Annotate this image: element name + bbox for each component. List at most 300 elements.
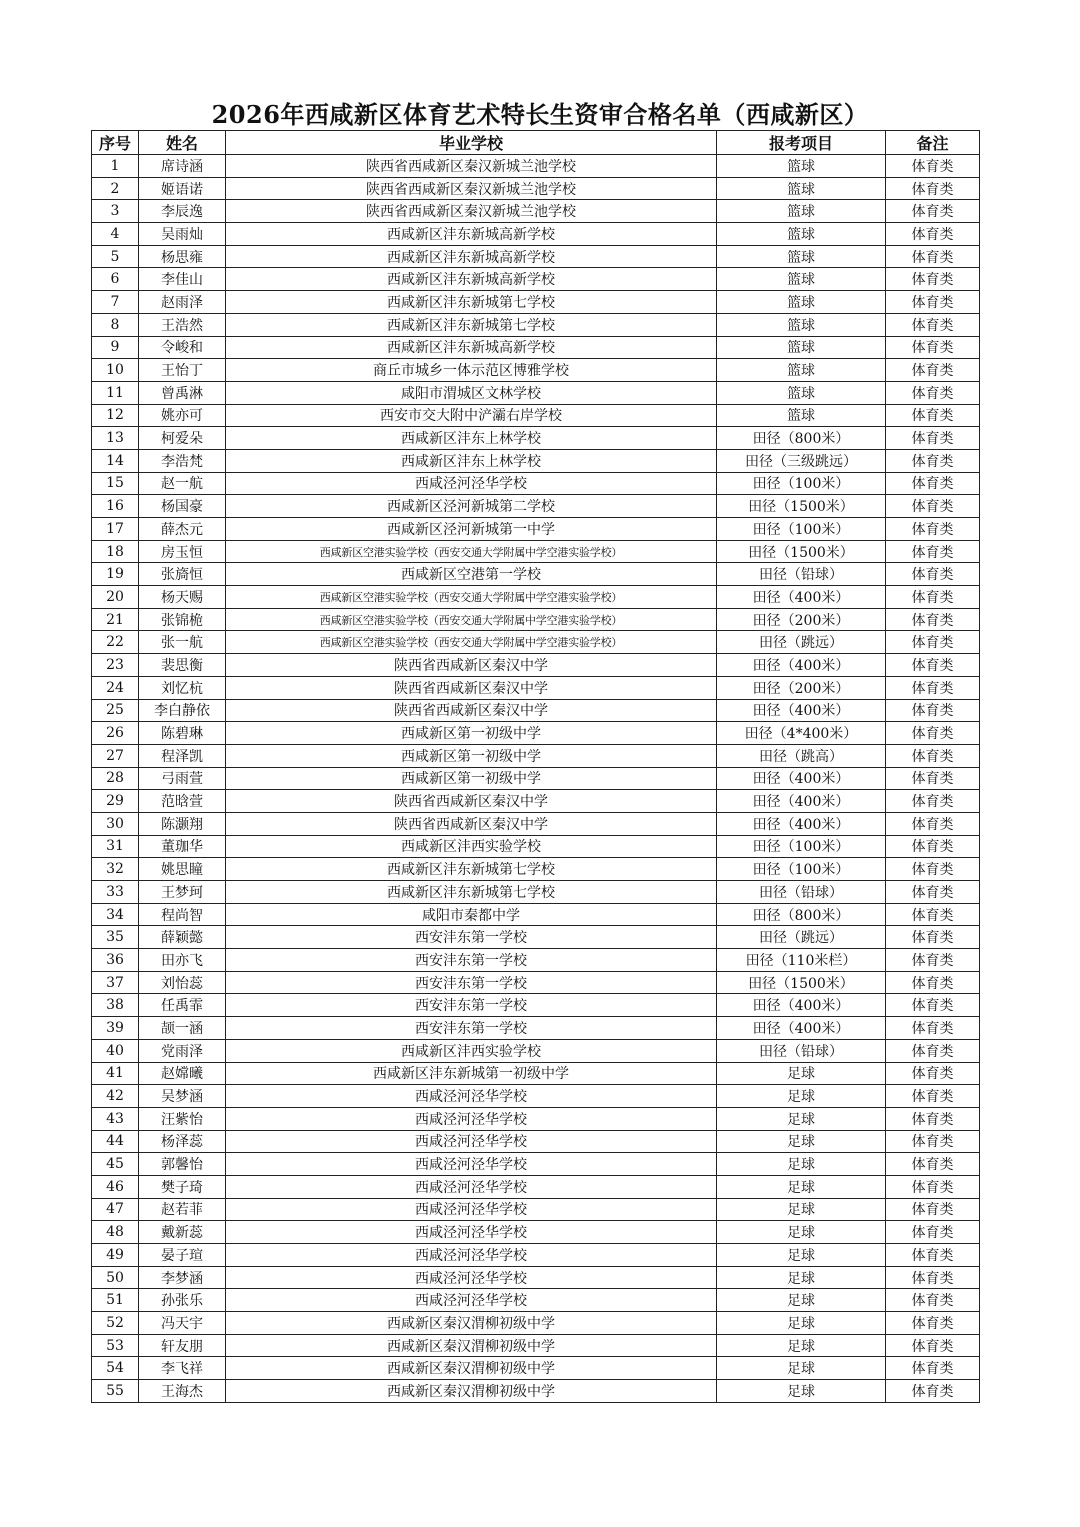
event-cell: 田径（400米） xyxy=(717,654,886,677)
school-cell: 西咸新区泾河新城第一中学 xyxy=(226,518,717,541)
serial-number-cell: 9 xyxy=(92,336,139,359)
header-name: 姓名 xyxy=(139,131,226,155)
student-name-cell: 党雨泽 xyxy=(139,1039,226,1062)
school-cell: 西安市交大附中浐灞右岸学校 xyxy=(226,404,717,427)
table-row xyxy=(92,654,980,677)
event-cell: 田径（铅球） xyxy=(717,563,886,586)
header-remark: 备注 xyxy=(886,131,980,155)
student-name-cell: 汪紫怡 xyxy=(139,1107,226,1130)
event-cell: 篮球 xyxy=(717,381,886,404)
remark-cell: 体育类 xyxy=(886,381,980,404)
serial-number-cell: 6 xyxy=(92,268,139,291)
table-row xyxy=(92,1039,980,1062)
remark-cell: 体育类 xyxy=(886,926,980,949)
event-cell: 足球 xyxy=(717,1107,886,1130)
header-event: 报考项目 xyxy=(717,131,886,155)
student-name-cell: 杨国豪 xyxy=(139,495,226,518)
table-row xyxy=(92,1130,980,1153)
remark-cell: 体育类 xyxy=(886,608,980,631)
school-cell: 西安沣东第一学校 xyxy=(226,949,717,972)
event-cell: 篮球 xyxy=(717,336,886,359)
remark-cell: 体育类 xyxy=(886,223,980,246)
page-title: 2026年西咸新区体育艺术特长生资审合格名单（西咸新区） xyxy=(211,100,869,129)
student-name-cell: 赵若菲 xyxy=(139,1198,226,1221)
student-name-cell: 董珈华 xyxy=(139,835,226,858)
qualified-student-table xyxy=(91,130,980,1403)
remark-cell: 体育类 xyxy=(886,200,980,223)
student-name-cell: 范晗萱 xyxy=(139,790,226,813)
remark-cell: 体育类 xyxy=(886,676,980,699)
table-row xyxy=(92,1062,980,1085)
event-cell: 篮球 xyxy=(717,245,886,268)
table-row xyxy=(92,722,980,745)
remark-cell: 体育类 xyxy=(886,812,980,835)
student-name-cell: 席诗涵 xyxy=(139,155,226,178)
school-cell: 西咸泾河泾华学校 xyxy=(226,472,717,495)
table-row xyxy=(92,994,980,1017)
remark-cell: 体育类 xyxy=(886,654,980,677)
event-cell: 田径（400米） xyxy=(717,699,886,722)
serial-number-cell: 38 xyxy=(92,994,139,1017)
table-row xyxy=(92,155,980,178)
event-cell: 田径（三级跳远） xyxy=(717,449,886,472)
event-cell: 篮球 xyxy=(717,268,886,291)
event-cell: 足球 xyxy=(717,1334,886,1357)
event-cell: 田径（1500米） xyxy=(717,971,886,994)
remark-cell: 体育类 xyxy=(886,404,980,427)
student-name-cell: 王梦珂 xyxy=(139,881,226,904)
student-name-cell: 李飞祥 xyxy=(139,1357,226,1380)
serial-number-cell: 10 xyxy=(92,359,139,382)
table-row xyxy=(92,699,980,722)
table-row xyxy=(92,381,980,404)
event-cell: 足球 xyxy=(717,1357,886,1380)
school-cell: 西咸新区沣东新城第一初级中学 xyxy=(226,1062,717,1085)
event-cell: 足球 xyxy=(717,1266,886,1289)
school-cell: 陕西省西咸新区秦汉中学 xyxy=(226,812,717,835)
table-row xyxy=(92,1107,980,1130)
student-name-cell: 薛颖懿 xyxy=(139,926,226,949)
remark-cell: 体育类 xyxy=(886,313,980,336)
school-cell: 西咸泾河泾华学校 xyxy=(226,1107,717,1130)
remark-cell: 体育类 xyxy=(886,1107,980,1130)
serial-number-cell: 43 xyxy=(92,1107,139,1130)
serial-number-cell: 5 xyxy=(92,245,139,268)
event-cell: 田径（110米栏） xyxy=(717,949,886,972)
student-name-cell: 樊子琦 xyxy=(139,1175,226,1198)
table-row xyxy=(92,1334,980,1357)
event-cell: 篮球 xyxy=(717,200,886,223)
table-row xyxy=(92,744,980,767)
remark-cell: 体育类 xyxy=(886,495,980,518)
student-name-cell: 刘怡蕊 xyxy=(139,971,226,994)
school-cell: 西安沣东第一学校 xyxy=(226,971,717,994)
event-cell: 足球 xyxy=(717,1153,886,1176)
student-name-cell: 陈灏翔 xyxy=(139,812,226,835)
table-row xyxy=(92,336,980,359)
event-cell: 田径（400米） xyxy=(717,994,886,1017)
event-cell: 田径（跳高） xyxy=(717,744,886,767)
serial-number-cell: 14 xyxy=(92,449,139,472)
table-row xyxy=(92,472,980,495)
school-cell: 西咸新区空港实验学校（西安交通大学附属中学空港实验学校） xyxy=(226,608,717,631)
remark-cell: 体育类 xyxy=(886,767,980,790)
school-cell: 西咸新区沣东新城高新学校 xyxy=(226,336,717,359)
table-row xyxy=(92,177,980,200)
serial-number-cell: 33 xyxy=(92,881,139,904)
event-cell: 田径（800米） xyxy=(717,903,886,926)
school-cell: 陕西省西咸新区秦汉中学 xyxy=(226,790,717,813)
school-cell: 西咸新区秦汉渭柳初级中学 xyxy=(226,1357,717,1380)
student-name-cell: 冯天宇 xyxy=(139,1312,226,1335)
serial-number-cell: 47 xyxy=(92,1198,139,1221)
school-cell: 西咸泾河泾华学校 xyxy=(226,1289,717,1312)
remark-cell: 体育类 xyxy=(886,994,980,1017)
remark-cell: 体育类 xyxy=(886,427,980,450)
event-cell: 田径（100米） xyxy=(717,472,886,495)
serial-number-cell: 53 xyxy=(92,1334,139,1357)
event-cell: 篮球 xyxy=(717,359,886,382)
table-row xyxy=(92,949,980,972)
remark-cell: 体育类 xyxy=(886,449,980,472)
event-cell: 篮球 xyxy=(717,313,886,336)
remark-cell: 体育类 xyxy=(886,1017,980,1040)
school-cell: 西咸新区沣西实验学校 xyxy=(226,835,717,858)
serial-number-cell: 21 xyxy=(92,608,139,631)
student-name-cell: 刘忆杭 xyxy=(139,676,226,699)
student-name-cell: 戴新蕊 xyxy=(139,1221,226,1244)
student-name-cell: 轩友朋 xyxy=(139,1334,226,1357)
remark-cell: 体育类 xyxy=(886,563,980,586)
table-row xyxy=(92,268,980,291)
school-cell: 西咸新区沣西实验学校 xyxy=(226,1039,717,1062)
school-cell: 陕西省西咸新区秦汉中学 xyxy=(226,699,717,722)
table-row xyxy=(92,971,980,994)
school-cell: 商丘市城乡一体示范区博雅学校 xyxy=(226,359,717,382)
table-row xyxy=(92,518,980,541)
student-name-cell: 李浩梵 xyxy=(139,449,226,472)
remark-cell: 体育类 xyxy=(886,1357,980,1380)
serial-number-cell: 8 xyxy=(92,313,139,336)
remark-cell: 体育类 xyxy=(886,722,980,745)
serial-number-cell: 34 xyxy=(92,903,139,926)
event-cell: 田径（400米） xyxy=(717,790,886,813)
serial-number-cell: 41 xyxy=(92,1062,139,1085)
event-cell: 田径（400米） xyxy=(717,1017,886,1040)
school-cell: 西咸新区第一初级中学 xyxy=(226,722,717,745)
remark-cell: 体育类 xyxy=(886,1130,980,1153)
remark-cell: 体育类 xyxy=(886,1312,980,1335)
event-cell: 足球 xyxy=(717,1130,886,1153)
event-cell: 田径（1500米） xyxy=(717,495,886,518)
student-name-cell: 姚思瞳 xyxy=(139,858,226,881)
school-cell: 西咸新区沣东新城第七学校 xyxy=(226,313,717,336)
remark-cell: 体育类 xyxy=(886,744,980,767)
event-cell: 田径（100米） xyxy=(717,518,886,541)
event-cell: 篮球 xyxy=(717,291,886,314)
table-row xyxy=(92,926,980,949)
remark-cell: 体育类 xyxy=(886,631,980,654)
table-row xyxy=(92,1289,980,1312)
remark-cell: 体育类 xyxy=(886,1175,980,1198)
remark-cell: 体育类 xyxy=(886,359,980,382)
serial-number-cell: 36 xyxy=(92,949,139,972)
student-name-cell: 李梦涵 xyxy=(139,1266,226,1289)
event-cell: 田径（跳远） xyxy=(717,631,886,654)
serial-number-cell: 48 xyxy=(92,1221,139,1244)
table-body xyxy=(92,155,980,1403)
table-row xyxy=(92,903,980,926)
student-name-cell: 姬语诺 xyxy=(139,177,226,200)
school-cell: 西咸泾河泾华学校 xyxy=(226,1153,717,1176)
student-name-cell: 李白静依 xyxy=(139,699,226,722)
serial-number-cell: 13 xyxy=(92,427,139,450)
school-cell: 西咸新区沣东新城高新学校 xyxy=(226,245,717,268)
student-name-cell: 王海杰 xyxy=(139,1380,226,1403)
student-name-cell: 王浩然 xyxy=(139,313,226,336)
remark-cell: 体育类 xyxy=(886,518,980,541)
table-row xyxy=(92,812,980,835)
school-cell: 陕西省西咸新区秦汉中学 xyxy=(226,676,717,699)
table-row xyxy=(92,1175,980,1198)
serial-number-cell: 22 xyxy=(92,631,139,654)
serial-number-cell: 31 xyxy=(92,835,139,858)
event-cell: 田径（4*400米） xyxy=(717,722,886,745)
remark-cell: 体育类 xyxy=(886,949,980,972)
serial-number-cell: 11 xyxy=(92,381,139,404)
student-name-cell: 张一航 xyxy=(139,631,226,654)
header-serial-number: 序号 xyxy=(92,131,139,155)
serial-number-cell: 39 xyxy=(92,1017,139,1040)
school-cell: 西咸泾河泾华学校 xyxy=(226,1221,717,1244)
school-cell: 西咸新区沣东新城第七学校 xyxy=(226,291,717,314)
remark-cell: 体育类 xyxy=(886,971,980,994)
remark-cell: 体育类 xyxy=(886,177,980,200)
event-cell: 田径（400米） xyxy=(717,586,886,609)
serial-number-cell: 2 xyxy=(92,177,139,200)
student-name-cell: 程尚智 xyxy=(139,903,226,926)
remark-cell: 体育类 xyxy=(886,1266,980,1289)
student-name-cell: 杨泽蕊 xyxy=(139,1130,226,1153)
serial-number-cell: 27 xyxy=(92,744,139,767)
student-name-cell: 杨天赐 xyxy=(139,586,226,609)
remark-cell: 体育类 xyxy=(886,472,980,495)
table-row xyxy=(92,858,980,881)
student-name-cell: 赵一航 xyxy=(139,472,226,495)
school-cell: 陕西省西咸新区秦汉中学 xyxy=(226,654,717,677)
table-row xyxy=(92,291,980,314)
school-cell: 西咸新区空港实验学校（西安交通大学附属中学空港实验学校） xyxy=(226,631,717,654)
student-name-cell: 晏子瑄 xyxy=(139,1244,226,1267)
serial-number-cell: 55 xyxy=(92,1380,139,1403)
serial-number-cell: 35 xyxy=(92,926,139,949)
student-name-cell: 颉一涵 xyxy=(139,1017,226,1040)
remark-cell: 体育类 xyxy=(886,881,980,904)
serial-number-cell: 1 xyxy=(92,155,139,178)
serial-number-cell: 28 xyxy=(92,767,139,790)
table-row xyxy=(92,427,980,450)
serial-number-cell: 7 xyxy=(92,291,139,314)
remark-cell: 体育类 xyxy=(886,1221,980,1244)
event-cell: 篮球 xyxy=(717,155,886,178)
school-cell: 西咸泾河泾华学校 xyxy=(226,1175,717,1198)
school-cell: 西安沣东第一学校 xyxy=(226,1017,717,1040)
table-row xyxy=(92,676,980,699)
student-name-cell: 任禹霏 xyxy=(139,994,226,1017)
table-row xyxy=(92,245,980,268)
event-cell: 足球 xyxy=(717,1244,886,1267)
student-name-cell: 房玉恒 xyxy=(139,540,226,563)
school-cell: 西咸新区沣东新城第七学校 xyxy=(226,881,717,904)
table-row xyxy=(92,767,980,790)
table-row xyxy=(92,313,980,336)
event-cell: 篮球 xyxy=(717,404,886,427)
serial-number-cell: 51 xyxy=(92,1289,139,1312)
school-cell: 西咸泾河泾华学校 xyxy=(226,1244,717,1267)
remark-cell: 体育类 xyxy=(886,835,980,858)
remark-cell: 体育类 xyxy=(886,291,980,314)
event-cell: 足球 xyxy=(717,1062,886,1085)
student-name-cell: 孙张乐 xyxy=(139,1289,226,1312)
remark-cell: 体育类 xyxy=(886,1289,980,1312)
table-row xyxy=(92,1266,980,1289)
event-cell: 足球 xyxy=(717,1221,886,1244)
table-row xyxy=(92,1380,980,1403)
school-cell: 西咸新区空港实验学校（西安交通大学附属中学空港实验学校） xyxy=(226,540,717,563)
event-cell: 足球 xyxy=(717,1312,886,1335)
school-cell: 西咸新区秦汉渭柳初级中学 xyxy=(226,1380,717,1403)
serial-number-cell: 40 xyxy=(92,1039,139,1062)
event-cell: 足球 xyxy=(717,1085,886,1108)
table-row xyxy=(92,1312,980,1335)
table-row xyxy=(92,1085,980,1108)
serial-number-cell: 29 xyxy=(92,790,139,813)
table-row xyxy=(92,1244,980,1267)
student-name-cell: 张锦桅 xyxy=(139,608,226,631)
remark-cell: 体育类 xyxy=(886,1198,980,1221)
student-name-cell: 杨思雍 xyxy=(139,245,226,268)
table-header-row xyxy=(92,131,980,155)
table-row xyxy=(92,563,980,586)
remark-cell: 体育类 xyxy=(886,540,980,563)
remark-cell: 体育类 xyxy=(886,699,980,722)
school-cell: 西安沣东第一学校 xyxy=(226,926,717,949)
event-cell: 田径（800米） xyxy=(717,427,886,450)
school-cell: 陕西省西咸新区秦汉新城兰池学校 xyxy=(226,200,717,223)
student-name-cell: 陈碧琳 xyxy=(139,722,226,745)
school-cell: 陕西省西咸新区秦汉新城兰池学校 xyxy=(226,177,717,200)
table-row xyxy=(92,790,980,813)
serial-number-cell: 50 xyxy=(92,1266,139,1289)
serial-number-cell: 37 xyxy=(92,971,139,994)
event-cell: 田径（400米） xyxy=(717,767,886,790)
event-cell: 足球 xyxy=(717,1380,886,1403)
serial-number-cell: 32 xyxy=(92,858,139,881)
serial-number-cell: 54 xyxy=(92,1357,139,1380)
table-row xyxy=(92,881,980,904)
remark-cell: 体育类 xyxy=(886,1244,980,1267)
remark-cell: 体育类 xyxy=(886,586,980,609)
remark-cell: 体育类 xyxy=(886,1039,980,1062)
student-name-cell: 薛杰元 xyxy=(139,518,226,541)
serial-number-cell: 52 xyxy=(92,1312,139,1335)
remark-cell: 体育类 xyxy=(886,1062,980,1085)
remark-cell: 体育类 xyxy=(886,1085,980,1108)
remark-cell: 体育类 xyxy=(886,336,980,359)
serial-number-cell: 26 xyxy=(92,722,139,745)
serial-number-cell: 15 xyxy=(92,472,139,495)
student-name-cell: 吴梦涵 xyxy=(139,1085,226,1108)
school-cell: 西咸新区沣东上林学校 xyxy=(226,449,717,472)
event-cell: 篮球 xyxy=(717,223,886,246)
school-cell: 西咸泾河泾华学校 xyxy=(226,1085,717,1108)
event-cell: 田径（跳远） xyxy=(717,926,886,949)
school-cell: 陕西省西咸新区秦汉新城兰池学校 xyxy=(226,155,717,178)
school-cell: 西咸新区沣东新城第七学校 xyxy=(226,858,717,881)
event-cell: 足球 xyxy=(717,1289,886,1312)
event-cell: 田径（100米） xyxy=(717,835,886,858)
student-name-cell: 吴雨灿 xyxy=(139,223,226,246)
student-name-cell: 王怡丁 xyxy=(139,359,226,382)
student-name-cell: 裴思衡 xyxy=(139,654,226,677)
remark-cell: 体育类 xyxy=(886,1153,980,1176)
table-row xyxy=(92,223,980,246)
remark-cell: 体育类 xyxy=(886,858,980,881)
school-cell: 西咸新区泾河新城第二学校 xyxy=(226,495,717,518)
school-cell: 西咸新区沣东新城高新学校 xyxy=(226,223,717,246)
table-row xyxy=(92,1221,980,1244)
serial-number-cell: 17 xyxy=(92,518,139,541)
table-row xyxy=(92,1198,980,1221)
serial-number-cell: 24 xyxy=(92,676,139,699)
student-name-cell: 令峻和 xyxy=(139,336,226,359)
serial-number-cell: 18 xyxy=(92,540,139,563)
table-row xyxy=(92,540,980,563)
school-cell: 西咸泾河泾华学校 xyxy=(226,1130,717,1153)
student-name-cell: 柯爱朵 xyxy=(139,427,226,450)
school-cell: 西咸新区沣东新城高新学校 xyxy=(226,268,717,291)
header-school: 毕业学校 xyxy=(226,131,717,155)
school-cell: 咸阳市渭城区文林学校 xyxy=(226,381,717,404)
school-cell: 西咸新区第一初级中学 xyxy=(226,767,717,790)
serial-number-cell: 49 xyxy=(92,1244,139,1267)
remark-cell: 体育类 xyxy=(886,155,980,178)
event-cell: 田径（100米） xyxy=(717,858,886,881)
event-cell: 田径（200米） xyxy=(717,608,886,631)
serial-number-cell: 12 xyxy=(92,404,139,427)
serial-number-cell: 44 xyxy=(92,1130,139,1153)
table-row xyxy=(92,495,980,518)
student-name-cell: 赵雨泽 xyxy=(139,291,226,314)
school-cell: 西咸新区秦汉渭柳初级中学 xyxy=(226,1312,717,1335)
student-name-cell: 张旖恒 xyxy=(139,563,226,586)
school-cell: 西咸新区秦汉渭柳初级中学 xyxy=(226,1334,717,1357)
table-row xyxy=(92,200,980,223)
remark-cell: 体育类 xyxy=(886,1380,980,1403)
serial-number-cell: 25 xyxy=(92,699,139,722)
serial-number-cell: 20 xyxy=(92,586,139,609)
serial-number-cell: 3 xyxy=(92,200,139,223)
school-cell: 西咸新区沣东上林学校 xyxy=(226,427,717,450)
remark-cell: 体育类 xyxy=(886,1334,980,1357)
remark-cell: 体育类 xyxy=(886,268,980,291)
table-row xyxy=(92,586,980,609)
table-row xyxy=(92,835,980,858)
serial-number-cell: 4 xyxy=(92,223,139,246)
student-name-cell: 田亦飞 xyxy=(139,949,226,972)
serial-number-cell: 46 xyxy=(92,1175,139,1198)
table-row xyxy=(92,1017,980,1040)
